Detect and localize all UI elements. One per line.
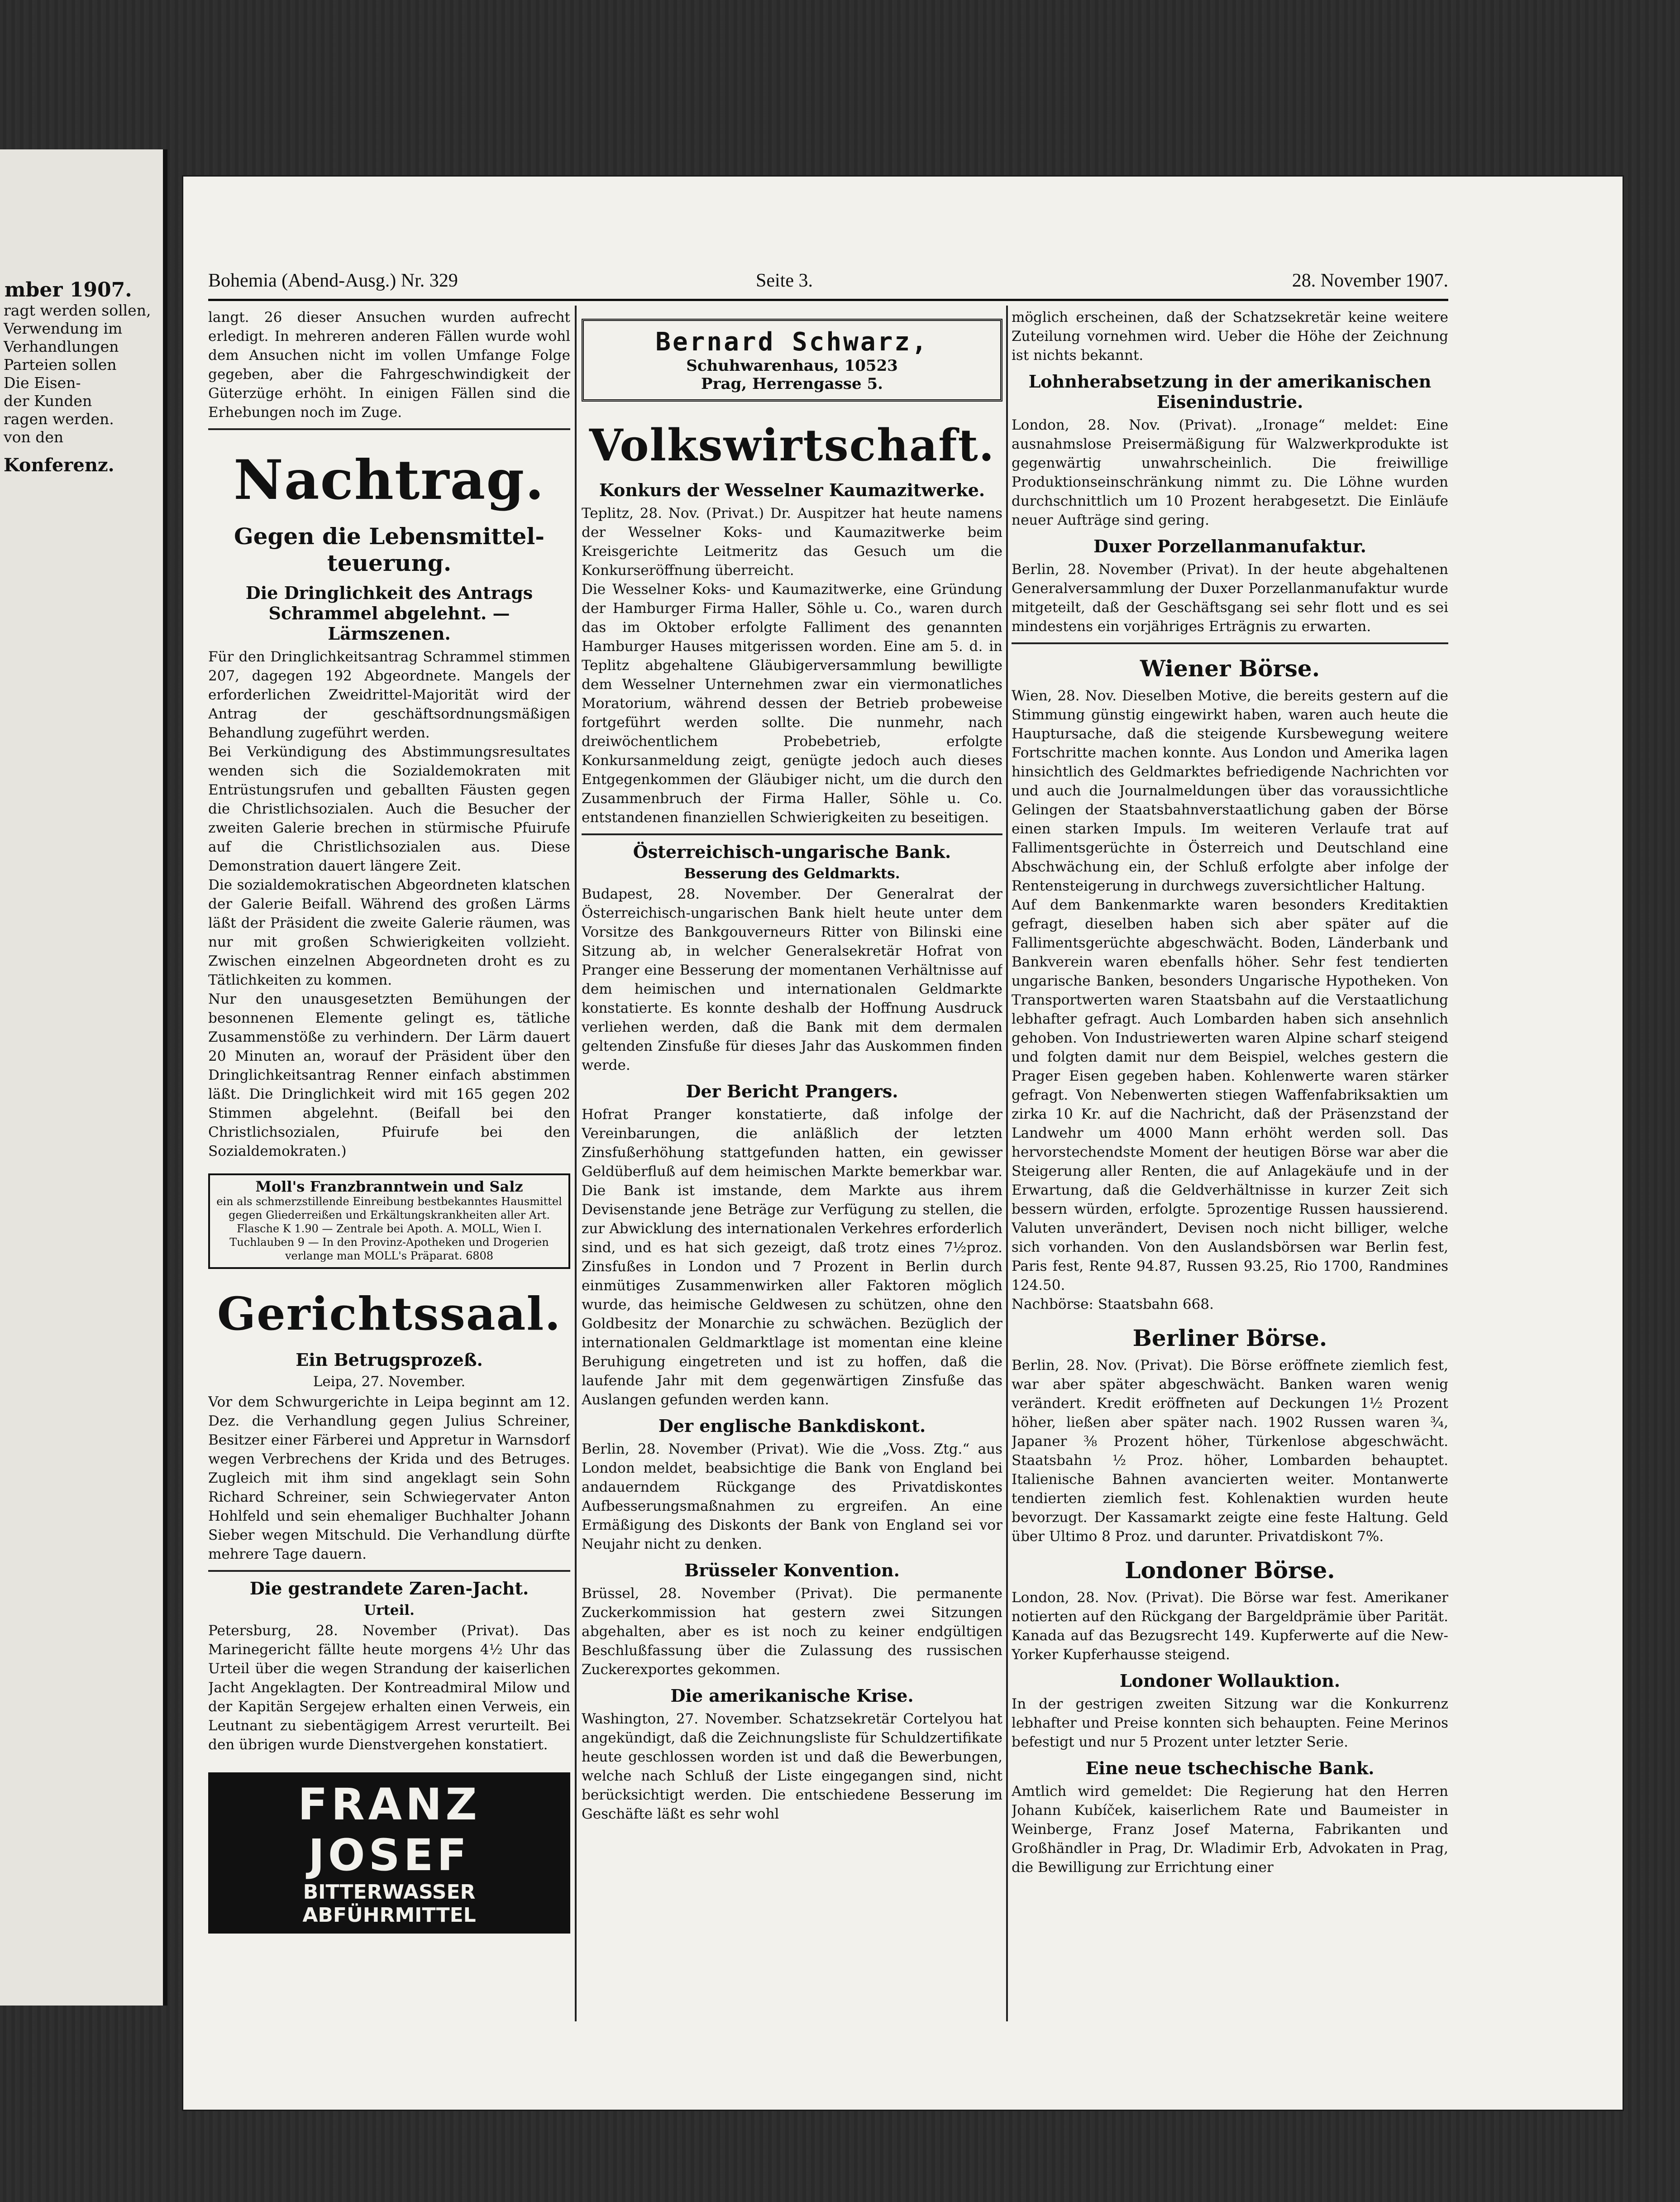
krise-heading: Die amerikanische Krise. <box>670 1685 914 1706</box>
issue-date: 28. November 1907. <box>1292 270 1448 291</box>
page-header <box>208 267 1448 301</box>
diskont-heading: Der englische Bankdiskont. <box>658 1416 926 1436</box>
article-paragraph: Berlin, 28. November (Privat). Wie die „Voss. Ztg.“ aus London meldet, beabsichtige die Bank von England bei andauerndem Rückgange des Privatdiskontes Aufbesserungsmaßnahmen zu ergreifen. An eine Ermäßigung des Diskonts der Bank von England sei vor Neujahr nicht zu denken. <box>582 1441 1002 1552</box>
column-rule <box>1006 306 1008 2021</box>
nachtrag-heading: Nachtrag. <box>234 448 545 512</box>
lebensmittel-heading: Gegen die Lebensmittel-teuerung. <box>234 523 545 576</box>
column-2 <box>582 308 1002 2019</box>
zaren-heading: Die gestrandete Zaren-Jacht. <box>249 1578 529 1599</box>
bank-heading: Österreichisch-ungarische Bank. <box>633 842 951 862</box>
schwarz-advertisement <box>582 319 1002 402</box>
tschech-bank-heading: Eine neue tschechische Bank. <box>1085 1758 1375 1778</box>
gerichtssaal-heading: Gerichtssaal. <box>217 1287 562 1340</box>
column-3 <box>1012 308 1448 2019</box>
nachboerse-line: Nachbörse: Staatsbahn 668. <box>1012 1296 1214 1312</box>
column-1 <box>208 308 570 2019</box>
wiener-boerse-heading: Wiener Börse. <box>1140 655 1320 682</box>
article-paragraph: Berlin, 28. November (Privat). In der heute abgehaltenen Generalversammlung der Duxer Porzellanmanufaktur wurde mitgeteilt, daß der Geschäftsgang sei sehr flott und es sei mindestens ein vorjähriges Erträgnis zu erwarten. <box>1012 561 1448 635</box>
ad-line: Schuhwarenhaus, 10523 <box>686 357 898 375</box>
londoner-boerse-heading: Londoner Börse. <box>1125 1557 1335 1584</box>
pranger-heading: Der Bericht Prangers. <box>686 1081 898 1101</box>
column-rule <box>575 306 577 2021</box>
bank-subheading: Besserung des Geldmarkts. <box>684 866 900 882</box>
divider <box>208 1570 570 1572</box>
volkswirtschaft-heading: Volkswirtschaft. <box>589 420 995 471</box>
dringlichkeit-heading: Die Dringlichkeit des Antrags Schrammel abgelehnt. — Lärmszenen. <box>245 583 533 644</box>
lohn-heading: Lohnherabsetzung in der amerikanischen Eisenindustrie. <box>1028 371 1432 412</box>
paper-title: Bohemia (Abend-Ausg.) Nr. 329 <box>208 270 458 291</box>
betrug-heading: Ein Betrugsprozeß. <box>296 1350 483 1370</box>
dux-heading: Duxer Porzellanmanufaktur. <box>1093 536 1366 556</box>
divider <box>582 833 1002 835</box>
article-paragraph: Nur den unausgesetzten Bemühungen der besonnenen Elemente gelingt es, tätliche Zusammenstöße zu verhindern. Der Lärm dauert 20 Minuten an, worauf der Präsident über den Dringlichkeitsantrag Renner einfach abstimmen läßt. Die Dringlichkeit wird mit 165 gegen 202 Stimmen abgelehnt. (Beifall bei den Christlichsozialen, Pfuirufe bei den Sozialdemokraten.) <box>208 991 570 1159</box>
prev-line: Verhandlungen <box>4 338 119 355</box>
divider <box>1012 642 1448 644</box>
prev-line: Parteien sollen <box>4 356 117 373</box>
article-paragraph: möglich erscheinen, daß der Schatzsekretär keine weitere Zuteilung vornehmen wird. Ueber die Höhe der Zeichnung ist nichts bekannt. <box>1012 309 1448 364</box>
prev-line: von den <box>4 428 64 446</box>
bruessel-heading: Brüsseler Konvention. <box>684 1560 900 1580</box>
wollauktion-heading: Londoner Wollauktion. <box>1119 1671 1341 1691</box>
fj-subline: BITTERWASSER ABFÜHRMITTEL <box>302 1881 476 1927</box>
previous-page-edge <box>0 149 167 2006</box>
prev-line: der Kunden <box>4 392 92 410</box>
franz-josef-advertisement <box>208 1772 570 1934</box>
article-paragraph: Die Wesselner Koks- und Kaumazitwerke, eine Gründung der Hamburger Firma Haller, Söhle u. Co., waren durch das im Oktober erfolgte Falliment des genannten Hamburger Hauses mitgerissen worden. Eine am 5. d. in Teplitz abgehaltene Gläubigerversammlung bewilligte dem Wesselner Unternehmen zwar ein viermonatliches Moratorium, während dessen der Betrieb probeweise fortgeführt werden sollte. Die nunmehr, nach dreiwöchentlichem Probebetrieb, erfolgte Konkursanmeldung zeigt, genügte jedoch auch dieses Entgegenkommen der Gläubiger nicht, um die durch den Zusammenbruch der Firma Haller, Söhle u. Co. entstandenen finanziellen Schwierigkeiten zu beseitigen. <box>582 581 1002 826</box>
fj-brand: FRANZ JOSEF <box>298 1779 481 1881</box>
article-paragraph: In der gestrigen zweiten Sitzung war die Konkurrenz lebhafter und Preise konnten sich behaupten. Feine Merinos befestigt und nur 5 Prozent unter letzter Serie. <box>1012 1696 1448 1750</box>
col1-intro: langt. 26 dieser Ansuchen wurden aufrecht erledigt. In mehreren anderen Fällen wurde wohl dem Ansuchen nicht im vollen Umfange Folge gegeben, aber die Fahrgeschwindigkeit der Güterzüge erhöht. In einigen Fällen sind die Erhebungen noch im Zuge. <box>208 309 570 421</box>
article-paragraph: Brüssel, 28. November (Privat). Die permanente Zuckerkommission hat gestern zwei Sitzungen abgehalten, aber es ist noch zu keiner endgültigen Beschlußfassung über die Zulassung des russischen Zuckerexportes gekommen. <box>582 1585 1002 1678</box>
ad-line: Prag, Herrengasse 5. <box>701 375 883 393</box>
moll-title: Moll's Franzbranntwein und Salz <box>255 1178 523 1195</box>
article-paragraph: Vor dem Schwurgerichte in Leipa beginnt am 12. Dez. die Verhandlung gegen Julius Schreiner, Besitzer einer Färberei und Appretur in Warnsdorf wegen Verbrechens der Krida und des Betruges. Zugleich mit ihm sind angeklagt sein Sohn Richard Schreiner, sein Schwiegervater Anton Hohlfeld und sein ehemaliger Buchhalter Johann Sieber wegen Mitschuld. Die Verhandlung dürfte mehrere Tage dauern. <box>208 1394 570 1562</box>
page-number: Seite 3. <box>756 270 813 291</box>
article-paragraph: Die sozialdemokratischen Abgeordneten klatschen der Galerie Beifall. Während des großen Lärms läßt der Präsident die zweite Galerie räumen, was nur mit großen Schwierigkeiten vollzieht. Zwischen einzelnen Abgeordneten droht es zu Tätlichkeiten zu kommen. <box>208 877 570 988</box>
konkurs-heading: Konkurs der Wesselner Kaumazitwerke. <box>599 480 985 500</box>
prev-line: ragen werden. <box>4 410 114 428</box>
article-paragraph: Petersburg, 28. November (Privat). Das Marinegericht fällte heute morgens 4½ Uhr das Urteil über die wegen Strandung der kaiserlichen Jacht Angeklagten. Der Kontreadmiral Milow und der Kapitän Sergejew erhalten einen Verweis, ein Leutnant zu siebentägigem Arrest verurteilt. Bei den übrigen wurde Dienstvergehen konstatiert. <box>208 1623 570 1753</box>
article-paragraph: Washington, 27. November. Schatzsekretär Cortelyou hat angekündigt, daß die Zeichnungsliste für Schuldzertifikate heute geschlossen worden ist und daß die Bewerbungen, welche nach Schluß der Liste eingegangen sind, nicht berücksichtigt werden. Die entschiedene Besserung im Geschäfte läßt es sehr wohl <box>582 1711 1002 1822</box>
article-paragraph: London, 28. Nov. (Privat). „Ironage“ meldet: Eine ausnahmslose Preisermäßigung für Walzwerkprodukte ist gegenwärtig unwahrscheinlich. Die freiwillige Produktionseinschränkung nimmt zu. Die Löhne wurden durchschnittlich um 10 Prozent herabgesetzt. Die Einläufe neuer Aufträge sind gering. <box>1012 417 1448 528</box>
prev-line: ragt werden sollen, <box>4 302 151 319</box>
article-paragraph: Für den Dringlichkeitsantrag Schrammel stimmen 207, dagegen 192 Abgeordnete. Mangels der erforderlichen Zweidrittel-Majorität wird der Antrag der geschäftsordnungsmäßigen Behandlung zugeführt werden. <box>208 649 570 741</box>
prev-line: Verwendung im <box>4 320 123 337</box>
prev-line: Die Eisen- <box>4 374 81 392</box>
article-paragraph: Teplitz, 28. Nov. (Privat.) Dr. Auspitzer hat heute namens der Wesselner Koks- und Kaumazitwerke beim Kreisgerichte Leitmeritz das Gesuch um die Konkurseröffnung überreicht. <box>582 505 1002 579</box>
article-paragraph: Berlin, 28. Nov. (Privat). Die Börse eröffnete ziemlich fest, war aber später abgeschwächt. Banken waren wenig verändert. Kredit eröffneten auf Deckungen 1½ Prozent höher, ließen aber später nach. 1902 Russen waren ¾, Japaner ⅜ Prozent höher, Türkenlose abgeschwächt. Staatsbahn ½ Proz. höher, Lombarden behauptet. Italienische Bahnen avancierten weiter. Montanwerte tendierten ziemlich fest. Kohlenaktien wurden heute bevorzugt. Der Kassamarkt zeigte eine feste Haltung. Geld über Ultimo 8 Proz. und darunter. Privatdiskont 7%. <box>1012 1357 1448 1545</box>
article-paragraph: Bei Verkündigung des Abstimmungsresultates wenden sich die Sozialdemokraten mit Entrüstungsrufen und geballten Fäusten gegen die Christlichsozialen. Auch die Besucher der zweiten Galerie brechen in stürmische Pfuirufe auf die Christlichsozialen aus. Diese Demonstration dauert längere Zeit. <box>208 744 570 874</box>
moll-advertisement <box>208 1173 570 1269</box>
article-paragraph: Wien, 28. Nov. Dieselben Motive, die bereits gestern auf die Stimmung günstig eingewirkt haben, waren auch heute die Hauptursache, daß die steigende Kursbewegung weitere Fortschritte machen konnte. Aus London und Amerika lagen hinsichtlich des Geldmarktes befriedigende Nachrichten vor und auch die Journalmeldungen über das voraussichtliche Gelingen der Staatsbahnverstaatlichung gaben der Börse einen starken Impuls. Im weiteren Verlaufe trat auf Fallimentsgerüchte in Österreich und Deutschland eine Abschwächung ein, der Schluß erfolgte aber infolge der Rentensteigerung in durchwegs zuversichtlicher Haltung. <box>1012 688 1448 894</box>
ad-name: Bernard Schwarz, <box>655 327 929 357</box>
urteil-subheading: Urteil. <box>364 1602 415 1618</box>
article-paragraph: Hofrat Pranger konstatierte, daß infolge der Vereinbarungen, die anläßlich der letzten Zinsfußerhöhung stattgefunden hatten, ein gewisser Geldüberfluß auf dem heimischen Markte bemerkbar war. Die Bank ist imstande, dem Markte aus ihrem Devisenstande jene Beträge zur Verfügung zu stellen, die zur Abwicklung des internationalen Verkehres erforderlich sind, und es hat sich gezeigt, daß trotz eines 7½proz. Zinsfußes in London und 7 Prozent in Berlin durch einmütiges Zusammenwirken aller Faktoren möglich wurde, das heimische Geldwesen zu schützen, ohne den Goldbesitz der Monarchie zu schwächen. Bezüglich der internationalen Geldmarktlage ist momentan eine kleine Beruhigung eingetreten und ist zu hoffen, daß die laufende Jahr mit dem gegenwärtigen Zinsfuße das Auslangen gefunden werden kann. <box>582 1106 1002 1408</box>
berliner-boerse-heading: Berliner Börse. <box>1132 1325 1327 1351</box>
article-paragraph: Amtlich wird gemeldet: Die Regierung hat den Herren Johann Kubíček, kaiserlichem Rate und Baumeister in Weinberge, Franz Josef Materna, Fabrikanten und Großhändler in Prag, Dr. Wladimir Erb, Advokaten in Prag, die Bewilligung zur Errichtung einer <box>1012 1783 1448 1876</box>
newspaper-page <box>183 177 1623 2110</box>
moll-text: ein als schmerzstillende Einreibung bestbekanntes Hausmittel gegen Gliederreißen und Erkältungskrankheiten aller Art. Flasche K 1.90 — Zentrale bei Apoth. A. MOLL, Wien I. Tuchlauben 9 — In den Provinz-Apotheken und Drogerien verlange man MOLL's Präparat. 6808 <box>216 1195 562 1262</box>
divider <box>208 428 570 430</box>
prev-heading: Konferenz. <box>4 455 115 476</box>
article-paragraph: London, 28. Nov. (Privat). Die Börse war fest. Amerikaner notierten auf den Rückgang der Bargeldprämie über Parität. Kanada auf das Bezugsrecht 149. Kupferwerte auf die New-Yorker Kupferhausse steigend. <box>1012 1589 1448 1663</box>
prev-page-header: mber 1907. <box>5 278 132 302</box>
article-paragraph: Budapest, 28. November. Der Generalrat der Österreichisch-ungarischen Bank hielt heute unter dem Vorsitze des Bankgouverneurs Ritter von Bilinski eine Sitzung ab, in welcher Generalsekretär Hofrat von Pranger eine Besserung der momentanen Verhältnisse auf dem heimischen und internationalen Geldmarkte konstatierte. Es konnte deshalb der Hoffnung Ausdruck verliehen werden, daß die Bank mit dem dermalen geltenden Zinsfuße für dieses Jahr das Auskommen finden werde. <box>582 886 1002 1073</box>
article-paragraph: Auf dem Bankenmarkte waren besonders Kreditaktien gefragt, dieselben haben sich aber später auf die Fallimentsgerüchte abgeschwächt. Boden, Länderbank und Bankverein waren ebenfalls höher. Sehr fest tendierten ungarische Banken, besonders Ungarische Hypotheken. Von Transportwerten waren Staatsbahn auf die Verstaatlichung lebhafter gefragt. Auch Lombarden haben sich ansehnlich gehoben. Von Industriewerten waren Alpine scharf steigend und folgten damit nur dem Beispiel, welches gestern die Prager Eisen gegeben haben. Kohlenwerte waren stärker gefragt. Von Nebenwerten stiegen Waffenfabriksaktien um zirka 10 Kr. auf die Nachricht, daß der Präsenzstand der Landwehr um 4000 Mann erhöht werden soll. Das hervorstechendste Moment der heutigen Börse war aber die Steigerung aller Renten, die auf Anlagekäufe und in der Erwartung, daß die Geldverhältnisse in kurzer Zeit sich bessern würden, erfolgte. 5prozentige Russen haussierend. Valuten unverändert, Devisen noch nicht billiger, welche sich vorhanden. Von den Auslandsbörsen war Berlin fest, Paris fest, Rente 94.87, Russen 93.25, Rio 1700, Randmines 124.50. <box>1012 897 1448 1293</box>
dateline: Leipa, 27. November. <box>313 1374 466 1390</box>
